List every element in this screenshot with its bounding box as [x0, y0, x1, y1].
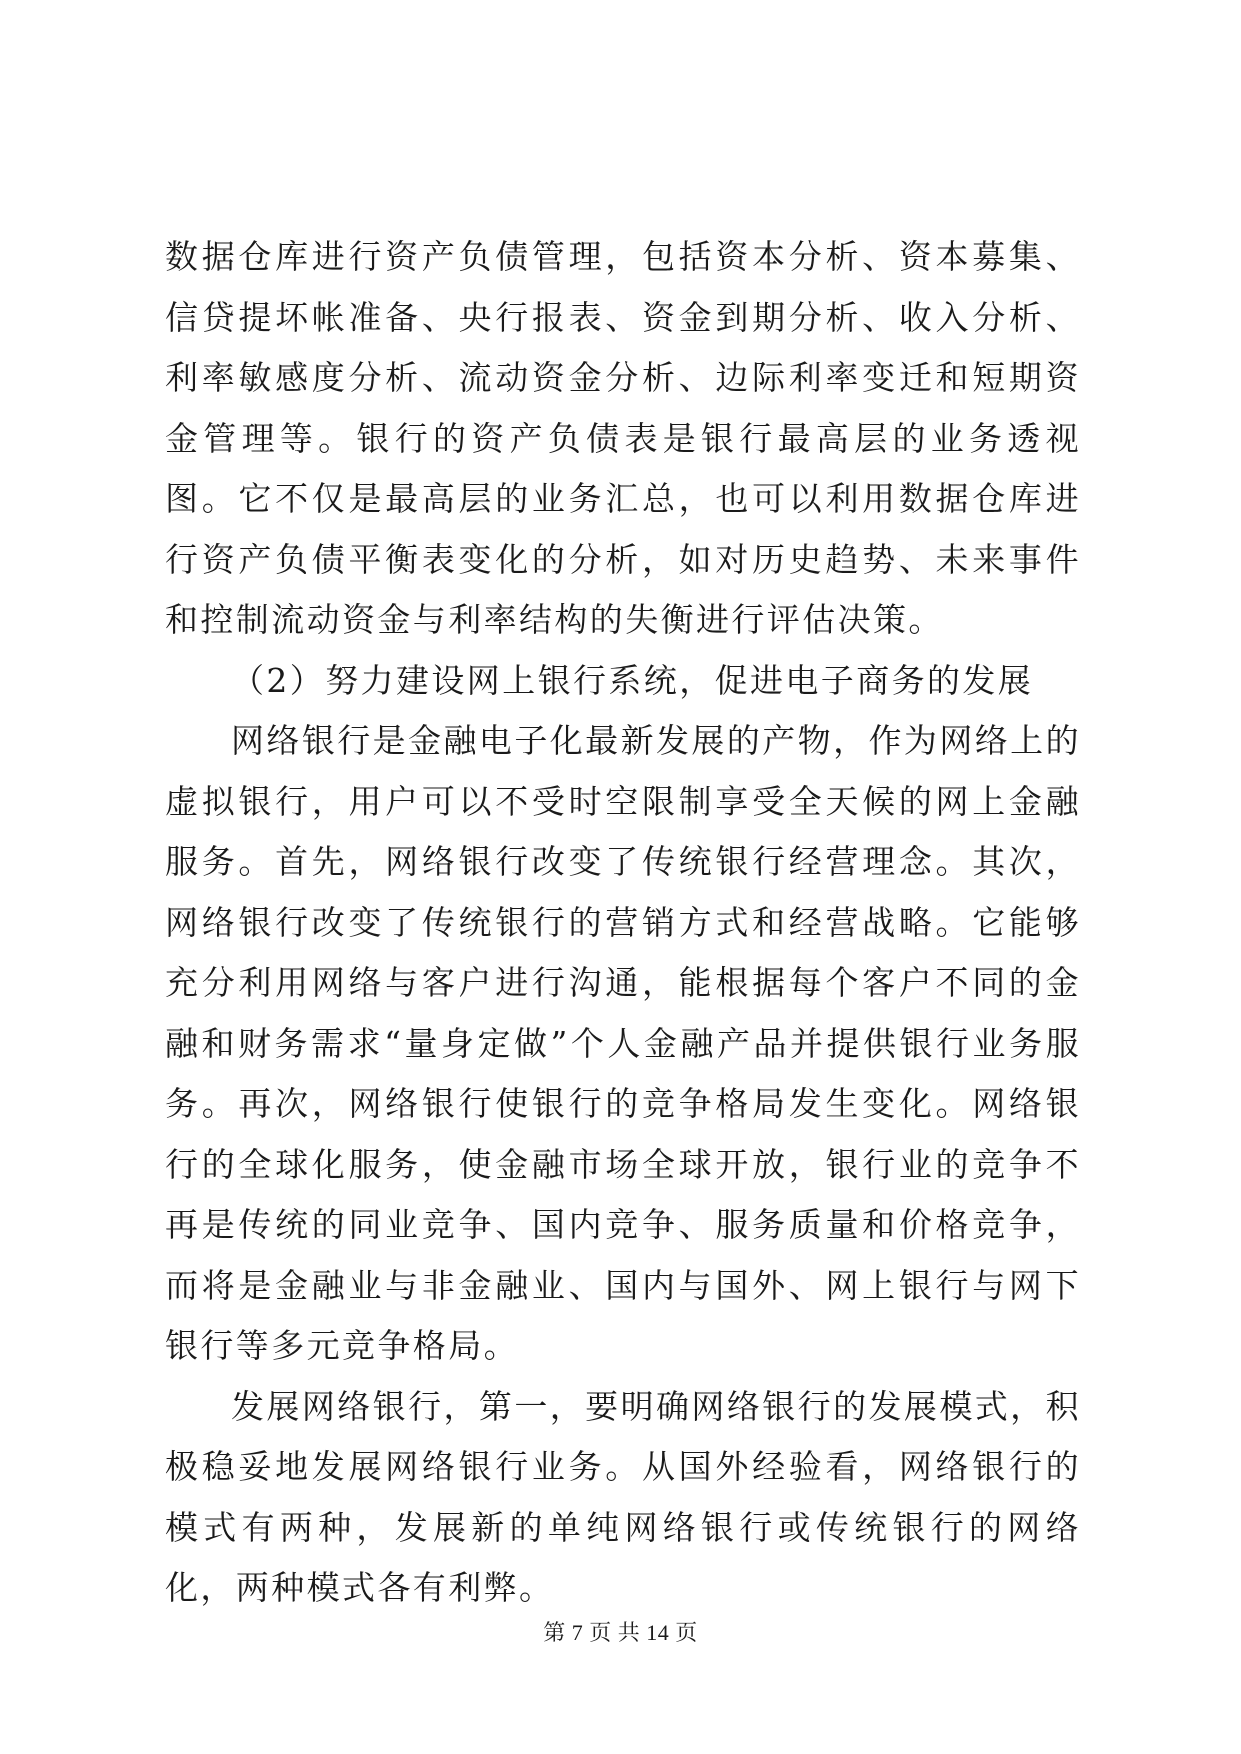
page-number-footer: 第 7 页 共 14 页	[543, 1620, 698, 1645]
paragraph-development-modes: 发展网络银行，第一，要明确网络银行的发展模式，积极稳妥地发展网络银行业务。从国外经验看，网络银行的模式有两种，发展新的单纯网络银行或传统银行的网络化，两种模式各有利弊。	[165, 1386, 1081, 1607]
paragraph-network-banking: 网络银行是金融电子化最新发展的产物，作为网络上的虚拟银行，用户可以不受时空限制享受全天候的网上金融服务。首先，网络银行改变了传统银行经营理念。其次，网络银行改变了传统银行的营销方式和经营战略。它能够充分利用网络与客户进行沟通，能根据每个客户不同的金融和财务需求“量身定做”个人金融产品并提供银行业务服务。再次，网络银行使银行的竞争格局发生变化。网络银行的全球化服务，使金融市场全球开放，银行业的竞争不再是传统的同业竞争、国内竞争、服务质量和价格竞争，而将是金融业与非金融业、国内与国外、网上银行与网下银行等多元竞争格局。	[165, 721, 1081, 1365]
paragraph-asset-liability: 数据仓库进行资产负债管理，包括资本分析、资本募集、信贷提坏帐准备、央行报表、资金到期分析、收入分析、利率敏感度分析、流动资金分析、边际利率变迁和短期资金管理等。银行的资产负债表是银行最高层的业务透视图。它不仅是最高层的业务汇总，也可以利用数据仓库进行资产负债平衡表变化的分析，如对历史趋势、未来事件和控制流动资金与利率结构的失衡进行评估决策。	[165, 237, 1081, 639]
body-text	[165, 227, 1081, 1619]
section-heading-online-banking: （2）努力建设网上银行系统，促进电子商务的发展	[231, 660, 1034, 700]
